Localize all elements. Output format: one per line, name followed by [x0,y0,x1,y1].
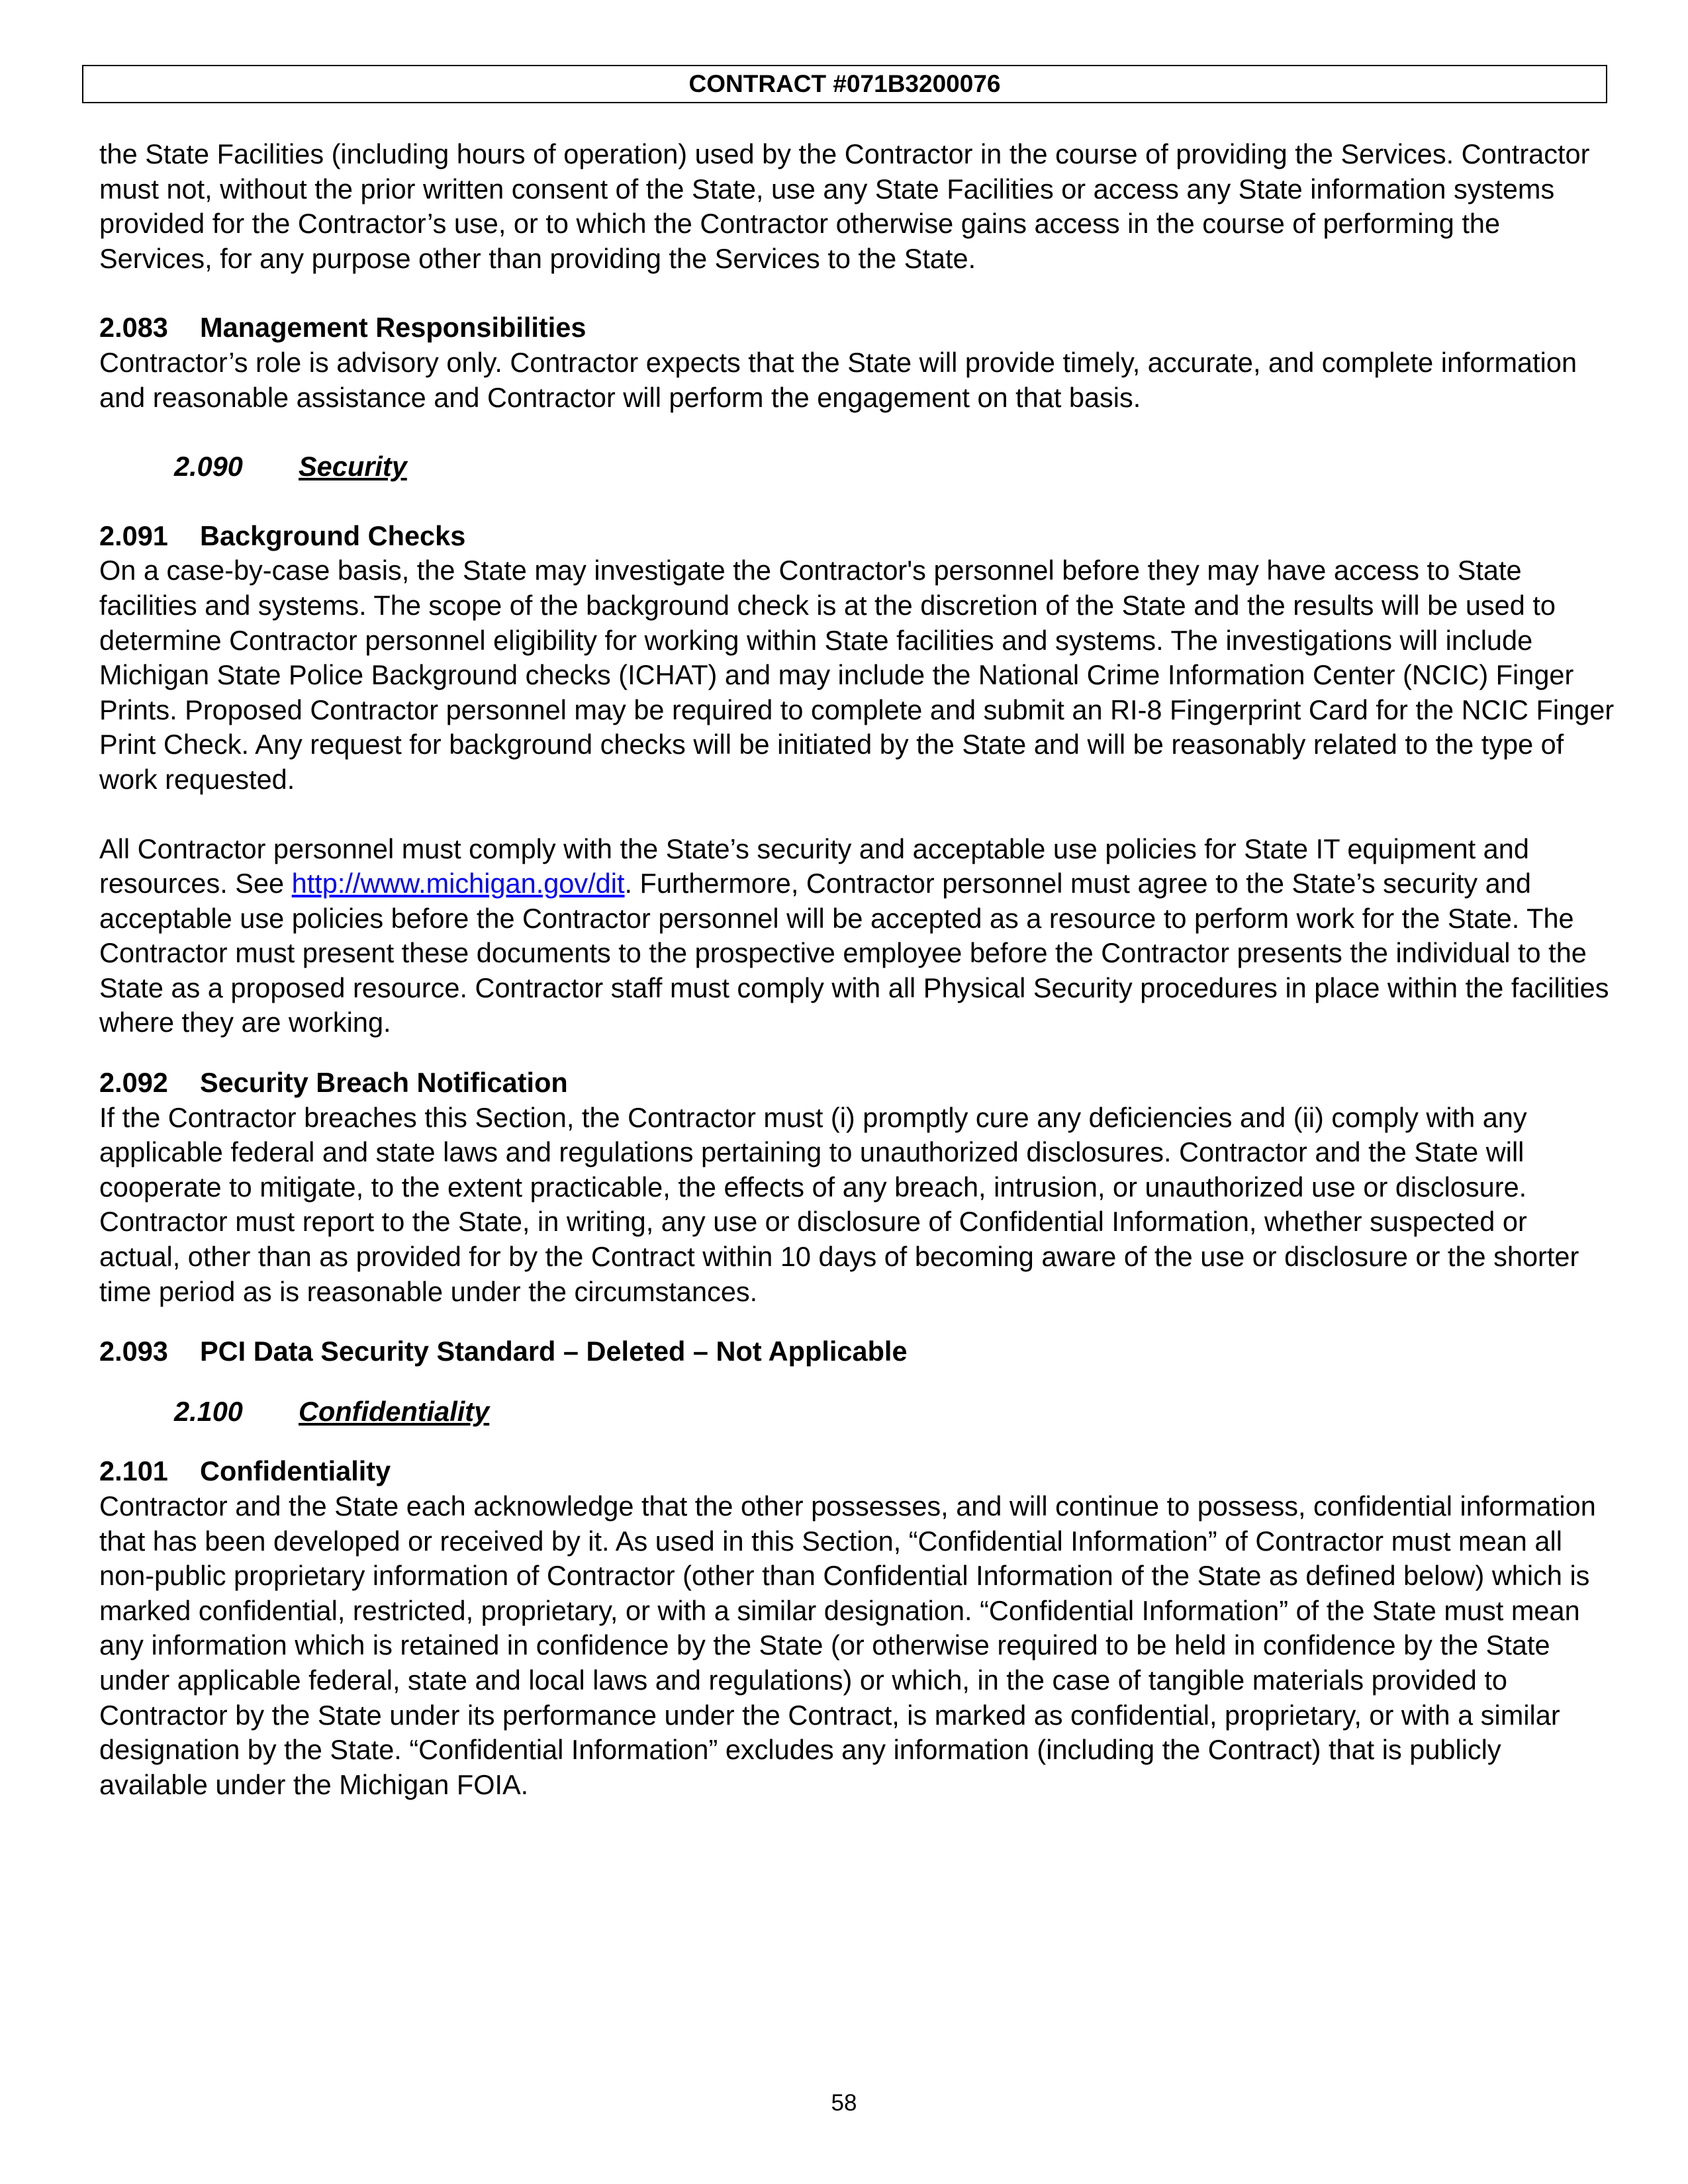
section-2091-number: 2.091 [99,520,168,551]
section-2093-number: 2.093 [99,1336,168,1367]
section-2090-title: Security [299,451,407,482]
section-2090-heading [99,449,1615,484]
section-2091-body-2-end: . Furthermore, Contractor personnel must agree to the State’s security and acceptable use policies before the Contractor personnel will be accepted as a resource to perform work for the State. The Contractor must present these documents to the prospective employee before the Contractor presents the individual to the State as a proposed resource. Contractor staff must comply with all Physical Security procedures in place within the facilities where they are working. [99,868,1609,1038]
section-2101-number: 2.101 [99,1455,168,1487]
document-body [99,137,1615,1802]
section-2093-heading [99,1334,1615,1369]
section-2091-heading [99,519,1615,554]
section-2100-number: 2.100 [174,1395,243,1427]
contract-number: CONTRACT #071B3200076 [688,70,1001,97]
section-2090-number: 2.090 [174,451,243,482]
section-2083-body: Contractor’s role is advisory only. Contractor expects that the State will provide timely, accurate, and complete information and reasonable assistance and Contractor will perform the engagement on that basis. [99,346,1577,413]
section-2091-body-2 [99,832,1615,1041]
section-2101-body: Contractor and the State each acknowledge that the other possesses, and will continue to possess, confidential information that has been developed or received by it. As used in this Section, “Confidential Information” of Contractor must mean all non-public proprietary information of Contractor (other than Confidential Information of the State as defined below) which is marked confidential, restricted, proprietary, or with a similar designation. “Confidential Information” of the State must mean any information which is retained in confidence by the State (or otherwise required to be held in confidence by the State under applicable federal, state and local laws and regulations) or which, in the case of tangible materials provided to Contractor by the State under its performance under the Contract, is marked as confidential, proprietary, or with a similar designation by the State. “Confidential Information” excludes any information (including the Contract) that is publicly available under the Michigan FOIA. [99,1490,1596,1800]
section-2101-heading [99,1454,1615,1489]
section-2083-heading [99,310,1615,345]
section-2092-title: Security Breach Notification [200,1067,568,1099]
section-2100-heading [99,1394,1615,1430]
section-2091-title: Background Checks [200,520,466,551]
section-2083-title: Management Responsibilities [200,312,586,343]
section-2092-body: If the Contractor breaches this Section, the Contractor must (i) promptly cure any deficiencies and (ii) comply with any applicable federal and state laws and regulations pertaining to unauthorized disclosures. Contractor and the State will cooperate to mitigate, to the extent practicable, the effects of any breach, intrusion, or unauthorized use or disclosure. Contractor must report to the State, in writing, any use or disclosure of Confidential Information, whether suspected or actual, other than as provided for by the Contract within 10 days of becoming aware of the use or disclosure or the shorter time period as is reasonable under the circumstances. [99,1101,1579,1307]
section-2101-title: Confidentiality [200,1455,391,1487]
section-2092-heading [99,1066,1615,1101]
page-number: 58 [831,2090,857,2116]
section-2100-title: Confidentiality [299,1395,490,1427]
intro-paragraph: the State Facilities (including hours of operation) used by the Contractor in the course of providing the Services. Contractor must not, without the prior written consent of the State, use any State Facilities or access any State information systems provided for the Contractor’s use, or to which the Contractor otherwise gains access in the course of performing the Services, for any purpose other than providing the Services to the State. [99,138,1590,274]
section-2093-title: PCI Data Security Standard – Deleted – Not Applicable [200,1336,908,1367]
section-2083-number: 2.083 [99,312,168,343]
section-2091-body-1: On a case-by-case basis, the State may investigate the Contractor's personnel before they may have access to State facilities and systems. The scope of the background check is at the discretion of the State and the results will be used to determine Contractor personnel eligibility for working within State facilities and systems. The investigations will include Michigan State Police Background checks (ICHAT) and may include the National Crime Information Center (NCIC) Finger Prints. Proposed Contractor personnel may be required to complete and submit an RI-8 Fingerprint Card for the NCIC Finger Print Check. Any request for background checks will be initiated by the State and will be reasonably related to the type of work requested. [99,555,1615,795]
section-2092-number: 2.092 [99,1067,168,1099]
section-2091-body-2-start: All Contractor personnel must comply with the State’s security and acceptable use policies for State IT equipment and resources. See [99,833,1529,899]
contract-header [82,65,1607,103]
michigan-dit-link[interactable]: http://www.michigan.gov/dit [291,868,625,899]
